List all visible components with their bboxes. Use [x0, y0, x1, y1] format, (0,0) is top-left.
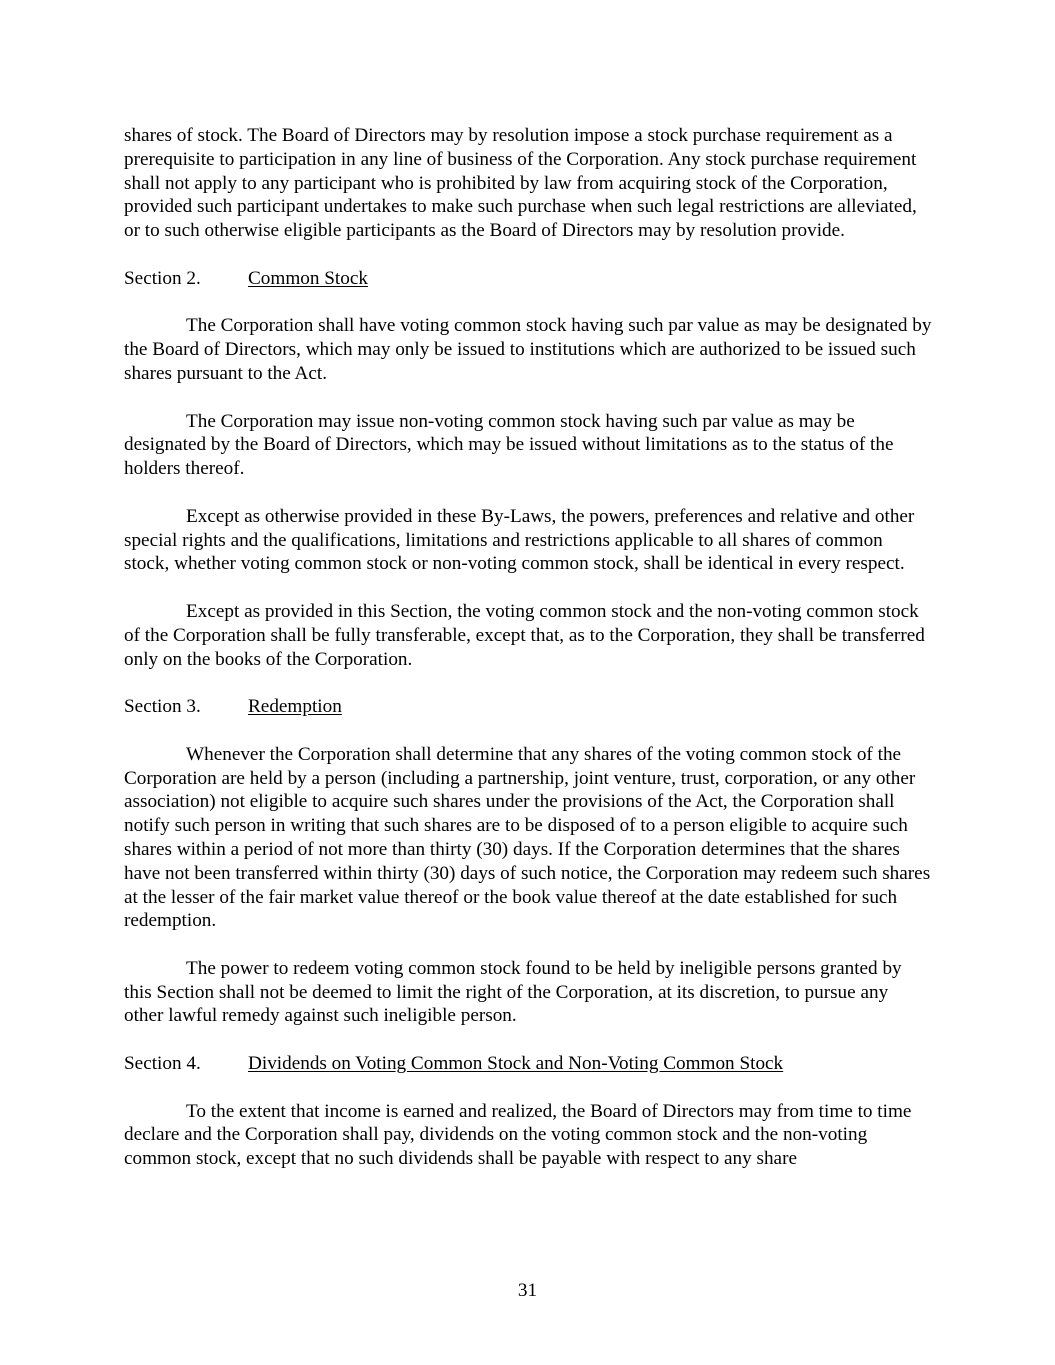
paragraph-transferability: Except as provided in this Section, the voting common stock and the non-voting common stock of the Corporation shall be fully transferable, except that, as to the Corporation, they shall be transferred only on the books of the Corporation.: [124, 600, 925, 670]
section-number: Section 4.: [124, 1053, 201, 1075]
paragraph-non-voting-common-stock: The Corporation may issue non-voting common stock having such par value as may be designated by the Board of Directors, which may be issued without limitations as to the status of the holders thereof.: [124, 410, 894, 480]
section-2-heading: [124, 267, 932, 291]
section-title: Redemption: [248, 696, 342, 718]
paragraph-identical-rights: Except as otherwise provided in these By-Laws, the powers, preferences and relative and other special rights and the qualifications, limitations and restrictions applicable to all shares of common stock, whether voting common stock or non-voting common stock, shall be identical in every respect.: [124, 505, 915, 575]
section-3-heading: [124, 695, 932, 719]
paragraph-stock-purchase: shares of stock. The Board of Directors may by resolution impose a stock purchase requirement as a prerequisite to participation in any line of business of the Corporation. Any stock purchase requirement shall not apply to any participant who is prohibited by law from acquiring stock of the Corporation, provided such participant undertakes to make such purchase when such legal restrictions are alleviated, or to such otherwise eligible participants as the Board of Directors may by resolution provide.: [124, 125, 917, 242]
page-number: 31: [517, 1280, 538, 1301]
section-number: Section 2.: [124, 267, 201, 289]
paragraph-dividends: To the extent that income is earned and realized, the Board of Directors may from time to time declare and the Corporation shall pay, dividends on the voting common stock and the non-voting common stock, except that no such dividends shall be payable with respect to any share: [124, 1100, 912, 1170]
paragraph-redemption-power: The power to redeem voting common stock found to be held by ineligible persons granted by this Section shall not be deemed to limit the right of the Corporation, at its discretion, to pursue any other lawful remedy against such ineligible person.: [124, 957, 902, 1027]
section-number: Section 3.: [124, 696, 201, 718]
paragraph-voting-common-stock: The Corporation shall have voting common stock having such par value as may be designated by the Board of Directors, which may only be issued to institutions which are authorized to be issued such shares pursuant to the Act.: [124, 315, 932, 384]
document-body: [124, 124, 932, 1195]
section-4-heading: [124, 1052, 932, 1076]
section-title: Dividends on Voting Common Stock and Non-Voting Common Stock: [248, 1053, 784, 1075]
section-title: Common Stock: [248, 267, 368, 289]
paragraph-redemption-notice: Whenever the Corporation shall determine that any shares of the voting common stock of the Corporation are held by a person (including a partnership, joint venture, trust, corporation, or any other association) not eligible to acquire such shares under the provisions of the Act, the Corporation shall notify such person in writing that such shares are to be disposed of to a person eligible to acquire such shares within a period of not more than thirty (30) days. If the Corporation determines that the shares have not been transferred within thirty (30) days of such notice, the Corporation may redeem such shares at the lesser of the fair market value thereof or the book value thereof at the date established for such redemption.: [124, 743, 931, 932]
